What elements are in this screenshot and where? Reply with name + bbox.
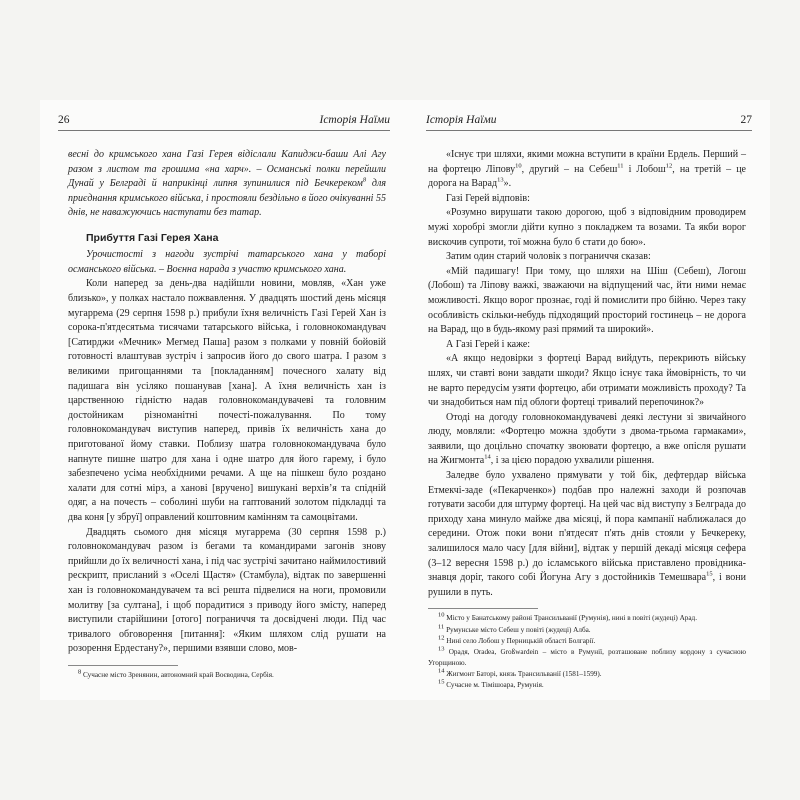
footnote: $^8$ Сучасне місто Зренянин, автономний край Воєводина, Сербія. [78,668,274,679]
left-text [68,148,386,681]
left-page [40,100,408,700]
footnote: $^{12}$ Нині село Лобош у Перницькій області Болгарії. [438,634,596,645]
section-subtitle: Урочистості з нагоди зустрічі татарського хана у таборі османського війська. – Воєнна нарада з участю кримського хана. [68,249,386,275]
section-title: Прибуття Газі Герея Хана [86,231,219,244]
footnotes [428,613,746,691]
footnote: $^{15}$ Сучасне м. Тімішоара, Румунія. [438,678,544,690]
body-paragraph: «Існує три шляхи, якими можна вступити в країни Ердель. Перший – на фортецю Ліпову$^{10}$, другий – на Себеш$^{11}$ і Лобош$^{12}$, на третій – це дорога на Варад$^{13}$». [428,149,746,190]
page-number: 27 [740,114,752,126]
body-paragraph: Коли наперед за день-два надійшли новини, мовляв, «Хан уже близько», у полках настало пожвавлення. У двадцять шостий день місяця мугаррема (29 серпня 1598 р.) прибули їхня величність Газі Герей Хан із сорока-п'ятдесятьма тисячами татарського війська, і головнокомандувач [Сатирджи «Мечник» Мегмед Паша] разом з полками у повній бойовій готовності влаштував зустріч і запросив його до свого шатра. І разом з великими пригощаннями та [покладанням] почесного халату від падишага він усіляко пошанував [хана]. А їхня величність хан із царственною гідністю надав головнокомандувачеві та головним достойникам різноманітні почесті-пожалування. По тому головнокомандувач виступив наперед, привів їх величність хана до приготованої йому ставки. Поблизу шатра головнокомандувача було напнуте пишне шатро для хана і одне шатро для його гарему, і було забезпечено усіма необхідними речами. А ще на пішкеш було роздано халати для сотні мірз, а ханові [вручено] вишукані верхівʼя та спідній одяг, а на почесть – соболині шуби на гаптований золотом підкладці та два коня [у збруї] оправлений коштовним камінням та самоцвітами. [68,278,386,523]
running-head: Історія Наїми [319,114,390,126]
left-header [58,112,390,131]
right-page [408,100,770,700]
page-number: 26 [58,114,70,126]
body-paragraph: Затим один старий чоловік з пограниччя сказав: [446,251,651,263]
body-paragraph: А Газі Герей і каже: [446,338,531,350]
body-paragraph: Двадцять сьомого дня місяця мугаррема (30 серпня 1598 р.) головнокомандувач разом із бегами та командирами загонів знову прийшли до їх величності хана, і під час зустрічі зачитано наймилостивий рескрипт, присланий з «Оселі Щастя» (Стамбула), відтак по завершенні хан із головнокомандувачем та всі решта підвелися на ноги, промовили молитву [за султана], і щоб порадитися з приводу його змісту, наперед виступили старійшини [отого] пограниччя та досвідчені люди. Під час тривалого обговорення [питання]: «Яким шляхом слід рушати на розорення Ердестану?», першими взявши слово, мов- [68,526,386,655]
footnotes [68,670,386,681]
running-head: Історія Наїми [426,114,497,126]
footnote-rule [428,608,538,609]
intro-paragraph: весні до кримського хана Газі Герея відіслали Капиджи-баши Алі Агу разом з листом та грошима «на харч». – Османські полки перейшли Дунай у Белграді й наприкінці липня зупинилися під Бечкереком$^8$ для приєднання кримського війська, і простояли бездільно в його очікуванні 55 днів, не наважуючись наступати без татар. [68,149,386,219]
right-header [426,112,752,131]
body-paragraph: Заледве було ухвалено прямувати у той бік, дефтердар війська Етмекчі-заде («Пекарченко») подбав про належні заходи й розпочав готувати засоби для штурму фортеці. На цей час від виступу з Белграда до приходу хана минуло майже два місяці, й пора кампанії наближалася до середини. Отож поки вони п'ятдесят п'ять днів стояли у Бечкереку, залишилося мало часу [для війни], відтак у першій декаді місяця сефера (3–12 вересня 1598 р.) до ісламського війська приставлено провідника-знавця доріг, такого собі Йогуна Агу з достойників Темешвара$^{15}$, і вони рушили в путь. [428,470,746,598]
body-paragraph: «Мій падишагу! При тому, що шляхи на Шіш (Себеш), Логош (Лобош) та Ліпову важкі, зважаючи на відпущений час, йти ними немає можливості. Якщо ворог прознає, годі й помислити про бійню. Через таку особливість скільки-небудь підходящий просторий гостинець – не дорога на Варад, що в будь-якому разі прямий та широкий». [428,265,746,336]
right-text [428,148,746,692]
footnote: $^{13}$ Орадя, Oradea, Großwardein – місто в Румунії, розташоване поблизу кордону з сучасною Угорщиною. [428,645,746,668]
body-paragraph: «Розумно вирушати такою дорогою, щоб з відповідним проводирем мужі хоробрі змогли дійти купно з покладжем та возами. Та якби ворог вискочив супроти, тої можна було б стати до бою». [428,207,746,248]
body-paragraph: «А якщо недовірки з фортеці Варад вийдуть, перекриють війську шлях, чи ставті вони завдати шкоди? Якщо існує така ймовірність, то чи не варто передусім узяти фортецю, аби отримати можливість проходу? Та чи знадобиться нам під облоги фортеці тривалий перепочинок?» [428,353,746,409]
footnote: $^{14}$ Жигмонт Баторі, князь Трансильванії (1581–1599). [438,667,602,679]
body-paragraph: Газі Герей відповів: [446,192,530,204]
footnote-rule [68,665,178,666]
body-paragraph: Отоді на догоду головнокомандувачеві деякі лестуни зі звичайного люду, мовляли: «Фортецю можна здобути з двома-трьома гармаками», заявили, що доцільно спочатку звоювати фортецю, а вже опісля рушати на Жигмонта$^{14}$, і за цією порадою ухвалили рішення. [428,411,746,467]
footnote: $^{10}$ Місто у Банатському районі Трансильванії (Румунія), нині в повіті (жудеці) Арад. [438,612,697,623]
footnote: $^{11}$ Румунське місто Себеш у повіті (жудеці) Алба. [438,623,591,634]
